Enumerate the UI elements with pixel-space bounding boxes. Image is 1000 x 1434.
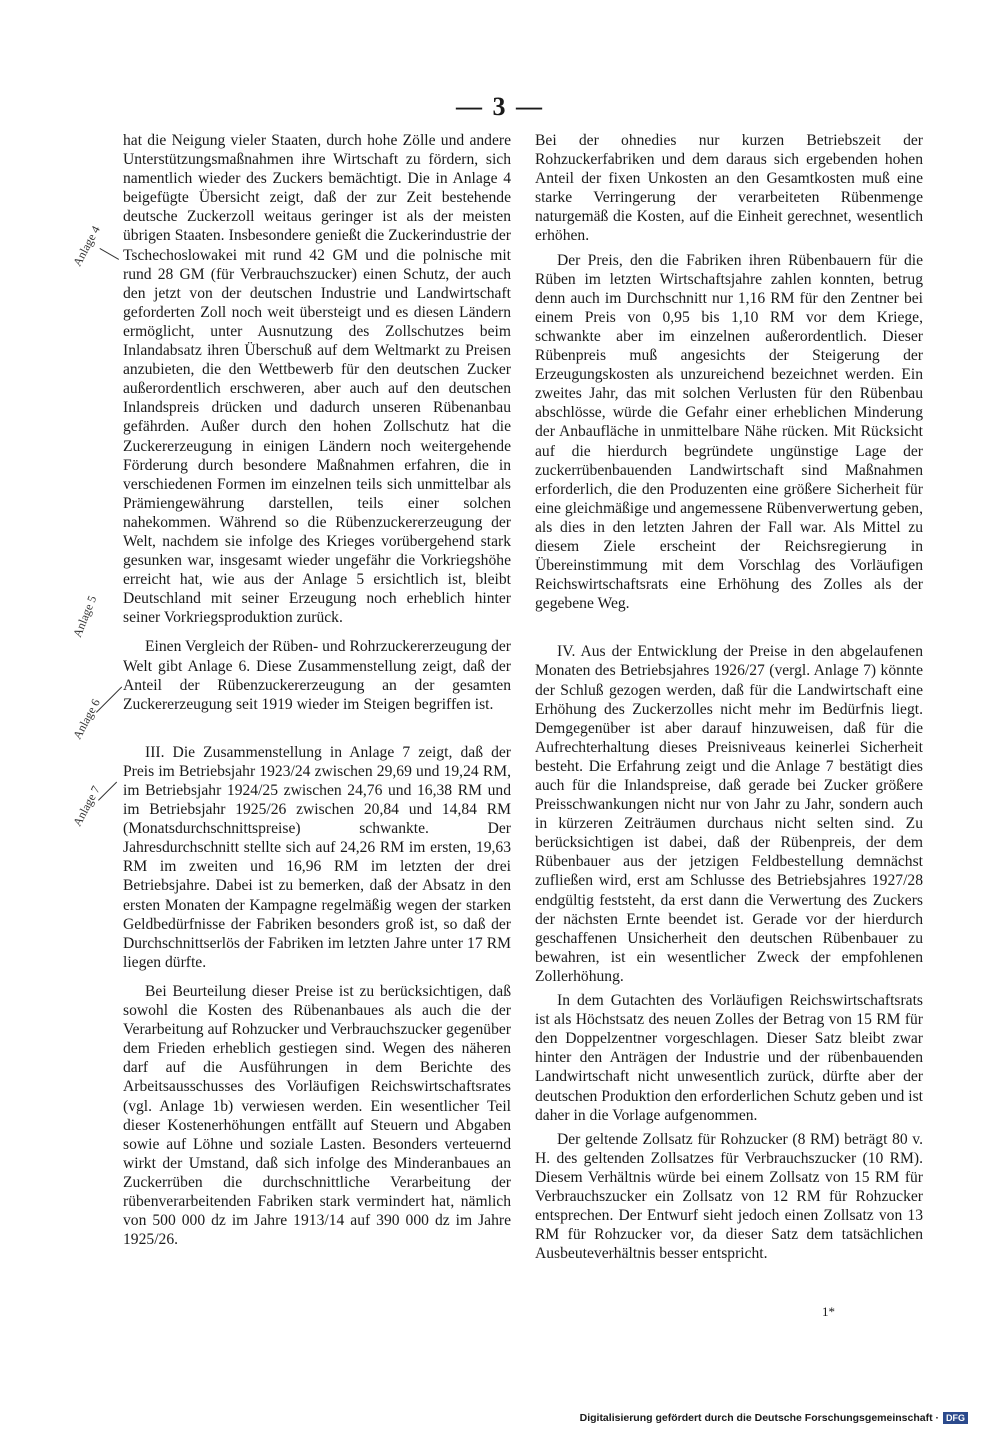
page-number: — 3 — (456, 92, 544, 121)
left-column (123, 131, 511, 1249)
paragraph: In dem Gutachten des Vorläufigen Reichswirtschaftsrats ist als Höchstsatz des neuen Zolles der Betrag von 15 RM für den Doppelzentner vorgeschlagen. Dieser Satz bleibt zwar hinter den Anträgen der Industrie und der rübenbauenden Landwirtschaft nicht unwesentlich zurück, dürfte aber der deutschen Produktion den erforderlichen Schutz geben und ist daher in die Vorlage aufgenommen. (535, 992, 923, 1124)
section-four-paragraph: IV. Aus der Entwicklung der Preise in den abgelaufenen Monaten des Betriebsjahres 1926/27 (vergl. Anlage 7) könnte der Schluß gezogen werden, daß für die Landwirtschaft eine Erhöhung des Zuckerzolles nicht mehr im Bedürfnis liegt. Demgegenüber ist aber darauf hinzuweisen, daß für die Aufrechterhaltung dieses Preisniveaus keinerlei Sicherheit besteht. Die Erfahrung zeigt und die Anlage 7 bestätigt dies auch für die Inlandspreise, daß gerade bei Zucker größere Preisschwankungen nicht nur von Jahr zu Jahr, sondern auch in kürzeren Zeiträumen durchaus nicht selten sind. Zu berücksichtigen ist dabei, daß der Rübenpreis, der dem Rübenbauer aus der jetzigen Feldbestellung demnächst zufließen wird, erst am Schlusse des Betriebsjahres 1927/28 endgültig feststeht, da erst dann die Verwertung des Zuckers der nächsten Ernte beendet ist. Gerade vor der hierdurch geschaffenen Unsicherheit den deutschen Rübenbauer zu bewahren, ist ein wesentlicher Zweck der empfohlenen Zollerhöhung. (535, 643, 923, 985)
section-three-paragraph: III. Die Zusammenstellung in Anlage 7 zeigt, daß der Preis im Betriebsjahr 1923/24 zwischen 29,69 und 19,24 RM, im Betriebsjahr 1924/25 zwischen 24,76 und 16,38 RM und im Betriebsjahr 1925/26 zwischen 20,84 und 14,84 RM (Monatsdurchschnittspreise) schwankte. Der Jahresdurchschnitt stellte sich auf 24,26 RM im ersten, 19,63 RM im zweiten und 16,96 RM im letzten der drei Betriebsjahre. Dabei ist zu bemerken, daß der Absatz in den ersten Monaten der Kampagne regelmäßig wegen der starken Geldbedürfnisse der Fabriken besonders groß ist, so daß der Durchschnittserlös der Fabriken im letzten Jahre unter 17 RM liegen dürfte. (123, 743, 511, 971)
footer-text: Digitalisierung gefördert durch die Deutsche Forschungsgemeinschaft · (579, 1412, 939, 1424)
signature-mark: 1* (822, 1304, 835, 1319)
paragraph: Der geltende Zollsatz für Rohzucker (8 RM) beträgt 80 v. H. des geltenden Zollsatzes für Verbrauchszucker (10 RM). Diesem Verhältnis würde bei einem Zollsatz von 15 RM für Verbrauchszucker ein Zollsatz von 12 RM für Rohzucker entsprechen. Der Entwurf sieht jedoch einen Zollsatz von 13 RM für Rohzucker vor, da dieser Satz dem tatsächlichen Ausbeuteverhältnis besser entspricht. (535, 1130, 923, 1263)
right-column (535, 131, 923, 1263)
dfg-logo: DFG (943, 1412, 968, 1424)
margin-note-anlage-4: Anlage 4 (70, 223, 103, 269)
margin-note-anlage-5: Anlage 5 (70, 593, 100, 640)
margin-leader (100, 248, 120, 260)
paragraph: Einen Vergleich der Rüben- und Rohrzuckererzeugung der Welt gibt Anlage 6. Diese Zusammenstellung zeigt, daß der Anteil der Rübenzuckererzeugung an der gesamten Zuckererzeugung seit 1919 wieder im Steigen begriffen ist. (123, 638, 511, 713)
paragraph: Bei der ohnedies nur kurzen Betriebszeit der Rohzuckerfabriken und dem daraus sich ergebenden hohen Anteil der fixen Unkosten an den Gesamtkosten muß eine starke Verringerung der verarbeiteten Rübenmenge naturgemäß die Kosten, auf die Einheit gerechnet, wesentlich erhöhen. (535, 132, 923, 245)
margin-note-anlage-6: Anlage 6 (70, 696, 103, 742)
paragraph: Bei Beurteilung dieser Preise ist zu berücksichtigen, daß sowohl die Kosten des Rübenanbaues als auch die der Verarbeitung auf Rohzucker und Verbrauchszucker gegenüber dem Frieden erheblich gestiegen sind. Wegen des näheren darf auf die Ausführungen in dem Berichte des Arbeitsausschusses des Vorläufigen Reichswirtschaftsrates (vgl. Anlage 1b) verwiesen werden. Ein wesentlicher Teil dieser Kostenerhöhungen entfällt auf Steuern und Abgaben sowie auf Löhne und soziale Lasten. Besonders verteuernd wirkt der Umstand, daß sich infolge des Minderanbaues an Zuckerrüben die durchschnittliche Verarbeitung der rübenverarbeitenden Fabriken stark vermindert hat, nämlich von 500 000 dz im Jahre 1913/14 auf 390 000 dz im Jahre 1925/26. (123, 982, 511, 1249)
footer (580, 1412, 968, 1424)
margin-note-anlage-7: Anlage 7 (70, 783, 103, 829)
paragraph: Der Preis, den die Fabriken ihren Rübenbauern für die Rüben im letzten Wirtschaftsjahre zahlen konnten, betrug denn auch im Durchschnitt nur 1,16 RM für den Zentner bei einem Preis von 0,95 bis 1,10 RM vor dem Kriege, schwankte aber im einzelnen außerordentlich. Dieser Rübenpreis muß angesichts der Steigerung der Erzeugungskosten als unzureichend bezeichnet werden. Ein zweites Jahr, das mit solchen Verlusten für den Rübenbau abschlösse, würde die Gefahr einer erheblichen Minderung der Anbaufläche in unmittelbare Nähe rücken. Mit Rücksicht auf die hierdurch begründete ungünstige Lage der zuckerrübenbauenden Landwirtschaft sind Maßnahmen erforderlich, die den Produzenten eine größere Sicherheit für eine gleichmäßige und angemessene Rübenverwertung geben, als dies in den letzten Jahren der Fall war. Als Mittel zu diesem Ziele erscheint der Reichsregierung in Übereinstimmung mit dem Vorschlag des Vorläufigen Reichswirtschaftsrats eine Erhöhung des Zolles als der gegebene Weg. (535, 251, 923, 613)
paragraph: hat die Neigung vieler Staaten, durch hohe Zölle und andere Unterstützungsmaßnahmen ihre Wirtschaft zu fördern, sich namentlich wieder des Zuckers bemächtigt. Die in Anlage 4 beigefügte Übersicht zeigt, daß der zur Zeit bestehende deutsche Zuckerzoll weitaus geringer ist als der meisten übrigen Staaten. Insbesondere genießt die Zuckerindustrie der Tschechoslowakei mit rund 42 GM und die polnische mit rund 28 GM (für Verbrauchszucker) einen Schutz, der auch den jetzt von der deutschen Industrie und Landwirtschaft geforderten Zoll noch weit übersteigt und es diesen Ländern ermöglicht, unter Ausnutzung des Zollschutzes beim Inlandabsatz ihren Überschuß auf dem Weltmarkt zu Preisen anzubieten, die den Wettbewerb für den deutschen Zucker außerordentlich erschweren, aber auch auf den deutschen Inlandspreis drücken und dadurch unseren Rübenanbau gefährden. Außer durch den hohen Zollschutz hat die Zuckererzeugung in einigen Ländern noch weitergehende Förderung durch besondere Maßnahmen erfahren, die in verschiedenen Formen im einzelnen teils sich unmittelbar als Prämiengewährung darstellen, teils einer solchen nahekommen. Während so die Rübenzuckererzeugung der Welt, nachdem sie infolge des Krieges vorübergehend stark gesunken war, insgesamt wieder ungefähr die Vorkriegshöhe erreicht hat, wie aus der Anlage 5 ersichtlich ist, bleibt Deutschland mit seiner Erzeugung noch erheblich hinter seiner Vorkriegsproduktion zurück. (123, 132, 511, 627)
margin-leader (96, 687, 122, 713)
